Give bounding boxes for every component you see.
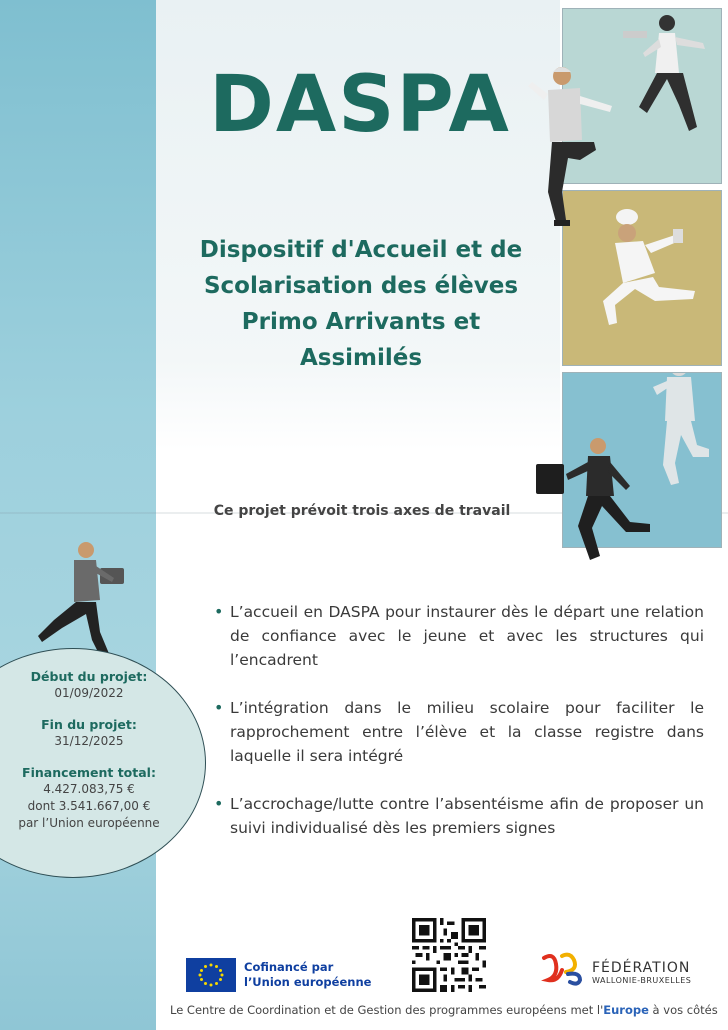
footer-text [170, 1003, 728, 1017]
subtitle-line: Primo Arrivants et [241, 309, 481, 335]
footer-text-before: Le Centre de Coordination et de Gestion des programmes européens met l' [170, 1003, 604, 1017]
page-title: DASPA [209, 60, 511, 150]
end-group [0, 716, 178, 750]
axis-text: L’intégration dans le milieu scolaire pour faciliter le rapprochement entre l’élève et la classe registre dans laquelle il sera intégré [230, 699, 704, 765]
footer-highlight: Europe [603, 1003, 649, 1017]
eu-cofunding-text [244, 960, 374, 990]
axes-intro: Ce projet prévoit trois axes de travail [213, 503, 511, 519]
fwb-line1: FÉDÉRATION [592, 960, 691, 976]
eu-flag-icon [186, 958, 236, 992]
figure-businessman [530, 434, 660, 566]
figure-construction-worker [528, 62, 612, 238]
funding-eu-source: par l’Union européenne [18, 816, 160, 830]
funding-total: 4.427.083,75 € [43, 782, 135, 796]
page-subtitle [176, 232, 546, 376]
funding-label: Financement total: [22, 765, 156, 780]
start-group [0, 668, 178, 702]
footer-text-after: à vos côtés [648, 1003, 718, 1017]
bullet-icon: • [214, 698, 224, 717]
bullet-icon: • [214, 602, 224, 621]
axes-list [212, 600, 704, 864]
end-value: 31/12/2025 [54, 734, 124, 748]
fwb-logo-icon [540, 950, 586, 986]
axis-text: L’accrochage/lutte contre l’absentéisme afin de proposer un suivi individualisé dès les premiers signes [230, 795, 704, 837]
axis-text: L’accueil en DASPA pour instaurer dès le départ une relation de confiance avec le jeune et avec les structures qui l’encadrent [230, 603, 704, 669]
start-value: 01/09/2022 [54, 686, 124, 700]
eu-text-line: Cofinancé par [244, 960, 334, 974]
start-label: Début du projet: [30, 669, 148, 684]
funding-eu: dont 3.541.667,00 € [27, 799, 151, 813]
list-item [212, 696, 704, 768]
list-item [212, 600, 704, 672]
subtitle-line: Scolarisation des élèves [203, 273, 519, 299]
subtitle-line: Dispositif d'Accueil et de [199, 237, 523, 263]
eu-text-line: l’Union européenne [244, 975, 372, 989]
funding-group [0, 764, 178, 832]
list-item [212, 792, 704, 840]
project-info [0, 668, 178, 846]
fwb-line2: WALLONIE-BRUXELLES [592, 976, 692, 985]
subtitle-line: Assimilés [299, 345, 423, 371]
end-label: Fin du projet: [41, 717, 137, 732]
bullet-icon: • [214, 794, 224, 813]
fwb-text [592, 961, 722, 985]
qr-code-icon[interactable] [412, 918, 486, 992]
